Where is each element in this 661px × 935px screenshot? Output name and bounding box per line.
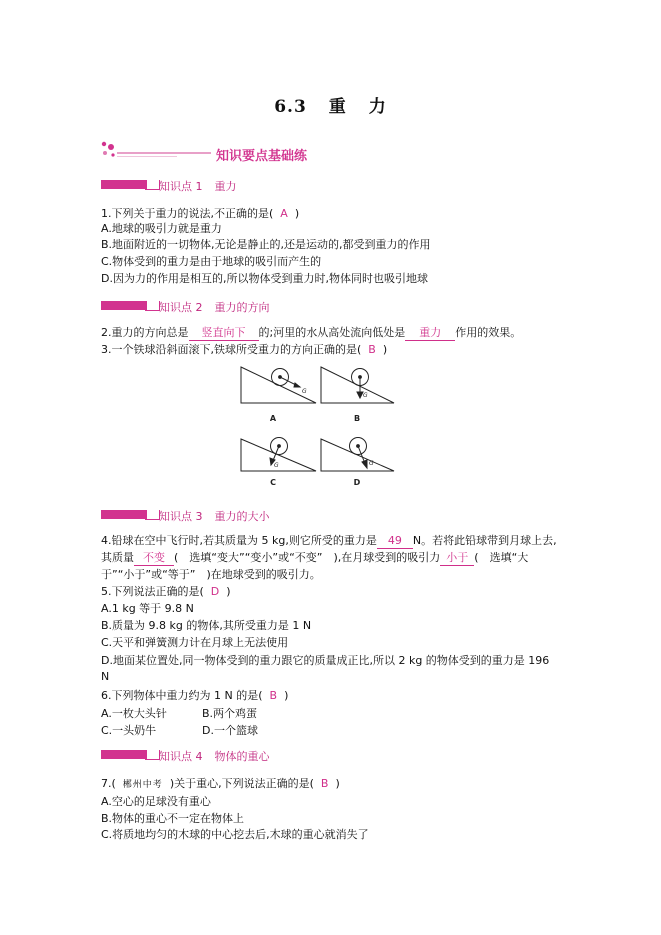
q6-option-c: C.一头奶牛 [101, 724, 157, 737]
q4-blank-3: 小于 [440, 551, 474, 566]
q7-answer: B [320, 777, 329, 790]
figure-b-label: B [353, 414, 361, 423]
q1-answer: A [280, 207, 288, 220]
title-word-1: 重 [328, 97, 347, 117]
section-decoration-icon [101, 141, 221, 165]
q4-line-1: 4.铅球在空中飞行时,若其质量为 5 kg,则它所受的重力是 49 N。若将此铅球带到月球上去, [101, 534, 557, 547]
figure-b-force: G [363, 392, 368, 399]
q7-stem: 7.( 郴州中考 )关于重心,下列说法正确的是( B ) [101, 777, 340, 790]
q3-stem: 3.一个铁球沿斜面滚下,铁球所受重力的方向正确的是( B ) [101, 343, 388, 356]
q1-option-a: A.地球的吸引力就是重力 [101, 222, 222, 235]
q6-stem: 6.下列物体中重力约为 1 N 的是( B ) [101, 689, 289, 702]
title-number: 6.3 [274, 97, 307, 117]
q5-option-d-cont: N [101, 670, 110, 683]
q3-figures [236, 361, 406, 491]
q4-blank-2: 不变 [134, 551, 174, 566]
section-title: 知识要点基础练 [216, 149, 308, 164]
q5-option-b: B.质量为 9.8 kg 的物体,其所受重力是 1 N [101, 619, 312, 632]
q5-option-c: C.天平和弹簧测力计在月球上无法使用 [101, 636, 289, 649]
figure-a-force: G [302, 388, 307, 395]
q6-option-a: A.一枚大头针 [101, 707, 167, 720]
q7-option-c: C.将质地均匀的木球的中心挖去后,木球的重心就消失了 [101, 828, 369, 841]
figure-c-label: C [270, 478, 276, 487]
figure-a [241, 367, 316, 403]
q1-option-d: D.因为力的作用是相互的,所以物体受到重力时,物体同时也吸引地球 [101, 272, 428, 285]
q5-option-a: A.1 kg 等于 9.8 N [101, 602, 194, 615]
q7-source: 郴州中考 [122, 780, 163, 790]
figure-d-label: D [353, 478, 361, 487]
q4-blank-1: 49 [377, 534, 413, 549]
figure-b [321, 367, 394, 403]
q7-option-a: A.空心的足球没有重心 [101, 795, 211, 808]
q2-blank-2: 重力 [405, 326, 455, 341]
section-header [101, 141, 361, 165]
q5-option-d: D.地面某位置处,同一物体受到的重力跟它的质量成正比,所以 2 kg 的物体受到的重力是 196 [101, 654, 550, 667]
figure-a-label: A [269, 414, 277, 423]
q4-line-2: 其质量 不变 ( 选填“变大”“变小”或“不变” ),在月球受到的吸引力 小于 ( 选填“大 [101, 551, 529, 564]
q3-answer: B [368, 343, 376, 356]
figure-d [321, 438, 394, 472]
q6-option-d: D.一个篮球 [202, 724, 258, 737]
q2-blank-1: 竖直向下 [189, 326, 259, 341]
q1-stem: 1.下列关于重力的说法,不正确的是( A ) [101, 207, 300, 220]
q2-text: 2.重力的方向总是 竖直向下 的;河里的水从高处流向低处是 重力 作用的效果。 [101, 326, 522, 339]
q4-line-3: 于”“小于”或“等于” )在地球受到的吸引力。 [101, 568, 321, 581]
figure-c-force: G [274, 462, 279, 469]
q6-option-b: B.两个鸡蛋 [202, 707, 258, 720]
title-word-2: 力 [368, 97, 387, 117]
q5-stem: 5.下列说法正确的是( D ) [101, 585, 231, 598]
q6-answer: B [269, 689, 278, 702]
q7-option-b: B.物体的重心不一定在物体上 [101, 812, 245, 825]
page-title [0, 92, 661, 117]
q1-option-c: C.物体受到的重力是由于地球的吸引而产生的 [101, 255, 322, 268]
q5-answer: D [210, 585, 220, 598]
q1-option-b: B.地面附近的一切物体,无论是静止的,还是运动的,都受到重力的作用 [101, 238, 431, 251]
figure-d-force: G [369, 460, 374, 467]
